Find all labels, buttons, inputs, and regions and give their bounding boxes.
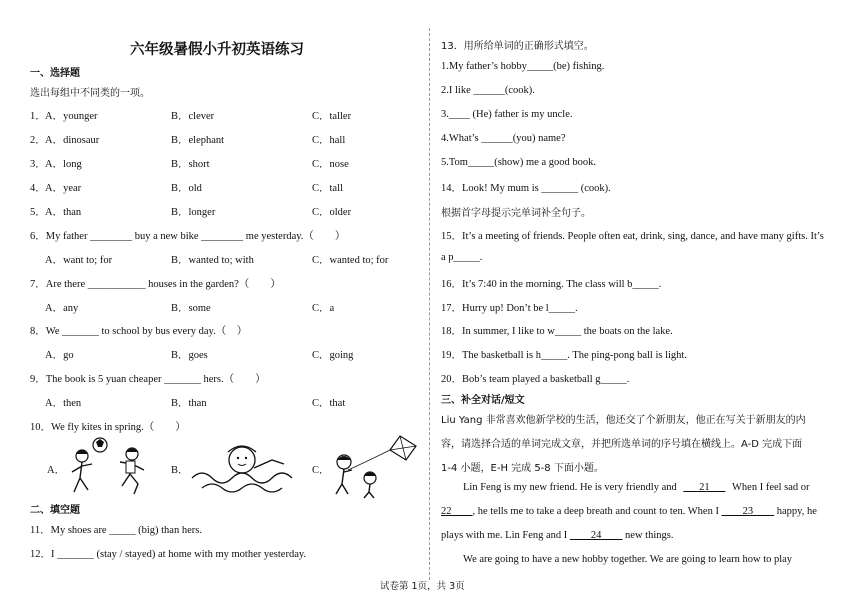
question-9-stem: 9．The book is 5 yuan cheaper _______ hers.（ ） [30, 374, 266, 385]
blank-22: 22____ [441, 506, 473, 517]
passage-line-1 [463, 482, 810, 493]
section3-heading: 三、补全对话/短文 [441, 395, 525, 406]
passage-line-4: We are going to have a new hobby together. We are going to learn how to play [463, 554, 793, 565]
column-divider [429, 28, 430, 580]
question-16: 16．It’s 7:40 in the morning. The class will b_____. [441, 279, 662, 290]
passage-text: Lin Feng is my new friend. He is very friendly and [463, 482, 677, 493]
option-b: B．longer [171, 207, 216, 218]
q13-item-5: 5.Tom_____(show) me a good book. [441, 157, 596, 168]
question-7-option-c: C．a [312, 303, 335, 314]
question-9-option-a: A．then [45, 398, 82, 409]
question-6-stem: 6．My father ________ buy a new bike ________ me yesterday.（ ） [30, 231, 346, 242]
question-15-line2: a p_____. [441, 252, 483, 263]
question-number: 1． [30, 111, 46, 122]
passage-line-3 [441, 530, 673, 541]
question-8-option-c: C．going [312, 350, 354, 361]
question-18: 18．In summer, I like to w_____ the boats on the lake. [441, 326, 673, 337]
question-14: 14．Look! My mum is _______ (cook). [441, 183, 611, 194]
passage-text: new things. [625, 530, 674, 541]
option-a: A．dinosaur [45, 135, 100, 146]
question-19: 19．The basketball is h_____. The ping-pong ball is light. [441, 350, 687, 361]
question-6-option-c: C．wanted to; for [312, 255, 389, 266]
section1-instruction: 选出每组中不同类的一项。 [30, 88, 150, 99]
question-7-option-b: B．some [171, 303, 211, 314]
q13-item-3: 3.____ (He) father is my uncle. [441, 109, 573, 120]
question-11: 11．My shoes are _____ (big) than hers. [30, 525, 202, 536]
question-20: 20．Bob’s team played a basketball g_____. [441, 374, 630, 385]
question-number: 3． [30, 159, 46, 170]
intro-line-2: 容，请选择合适的单词完成文章，并把所选单词的序号填在横线上。A-D 完成下面 [441, 439, 803, 450]
page-footer: 试卷第 1页，共 3页 [380, 581, 465, 592]
option-a: A．than [45, 207, 82, 218]
option-c: C．hall [312, 135, 346, 146]
question-10-option-b: B． [171, 465, 189, 476]
page-title: 六年级暑假小升初英语练习 [130, 42, 304, 58]
option-a: A．younger [45, 111, 98, 122]
question-number: 5． [30, 207, 46, 218]
question-15-line1: 15．It’s a meeting of friends. People often eat, drink, sing, dance, and have many gifts. It’s [441, 231, 824, 242]
blank-21: ___21___ [683, 482, 726, 493]
intro-line-1: Liu Yang 非常喜欢他新学校的生活，他还交了个新朋友，他正在写关于新朋友的内 [441, 415, 806, 426]
intro-line-3: 1-4 小题，E-H 完成 5-8 下面小题。 [441, 463, 604, 474]
option-a: A．year [45, 183, 82, 194]
option-a: A．long [45, 159, 82, 170]
option-b: B．short [171, 159, 210, 170]
question-8-option-b: B．goes [171, 350, 208, 361]
passage-text: When I feel sad or [732, 482, 810, 493]
question-17: 17．Hurry up! Don’t be l_____. [441, 303, 578, 314]
question-10-option-a: A． [47, 465, 66, 476]
swimming-illustration [188, 438, 298, 498]
passage-line-2 [441, 506, 817, 517]
question-12: 12．I _______ (stay / stayed) at home with my mother yesterday. [30, 549, 307, 560]
option-c: C．taller [312, 111, 352, 122]
passage-text: plays with me. Lin Feng and I [441, 530, 568, 541]
hint-instruction: 根据首字母提示完单词补全句子。 [441, 208, 591, 219]
blank-24: ____24____ [569, 530, 623, 541]
option-b: B．old [171, 183, 202, 194]
question-13 [441, 37, 594, 52]
question-8-option-a: A．go [45, 350, 74, 361]
q13-item-1: 1.My father’s hobby_____(be) fishing. [441, 61, 605, 72]
option-b: B．clever [171, 111, 215, 122]
q13-item-4: 4.What’s ______(you) name? [441, 133, 566, 144]
question-number: 4． [30, 183, 46, 194]
question-9-option-b: B．than [171, 398, 207, 409]
option-c: C．nose [312, 159, 349, 170]
option-c: C．tall [312, 183, 343, 194]
football-players-illustration [60, 434, 160, 498]
question-6-option-a: A．want to; for [45, 255, 113, 266]
blank-23: ____23____ [721, 506, 775, 517]
question-number: 2． [30, 135, 46, 146]
passage-text: , he tells me to take a deep breath and count to ten. When I [472, 506, 719, 517]
question-6-option-b: B．wanted to; with [171, 255, 254, 266]
question-7-option-a: A．any [45, 303, 79, 314]
passage-text: happy, he [776, 506, 817, 517]
question-13-text: 13．用所给单词的正确形式填空。 [441, 41, 594, 52]
question-9-option-c: C．that [312, 398, 346, 409]
option-c: C．older [312, 207, 352, 218]
section1-heading: 一、选择题 [30, 68, 80, 79]
q13-item-2: 2.I like ______(cook). [441, 85, 535, 96]
option-b: B．elephant [171, 135, 225, 146]
question-8-stem: 8．We _______ to school by bus every day.（ ） [30, 326, 248, 337]
question-7-stem: 7．Are there ___________ houses in the garden?（ ） [30, 279, 281, 290]
question-10-option-c: C． [312, 465, 330, 476]
section2-heading: 二、填空题 [30, 505, 80, 516]
question-10-stem: 10．We fly kites in spring.（ ） [30, 422, 186, 433]
kite-flying-illustration [326, 432, 420, 500]
